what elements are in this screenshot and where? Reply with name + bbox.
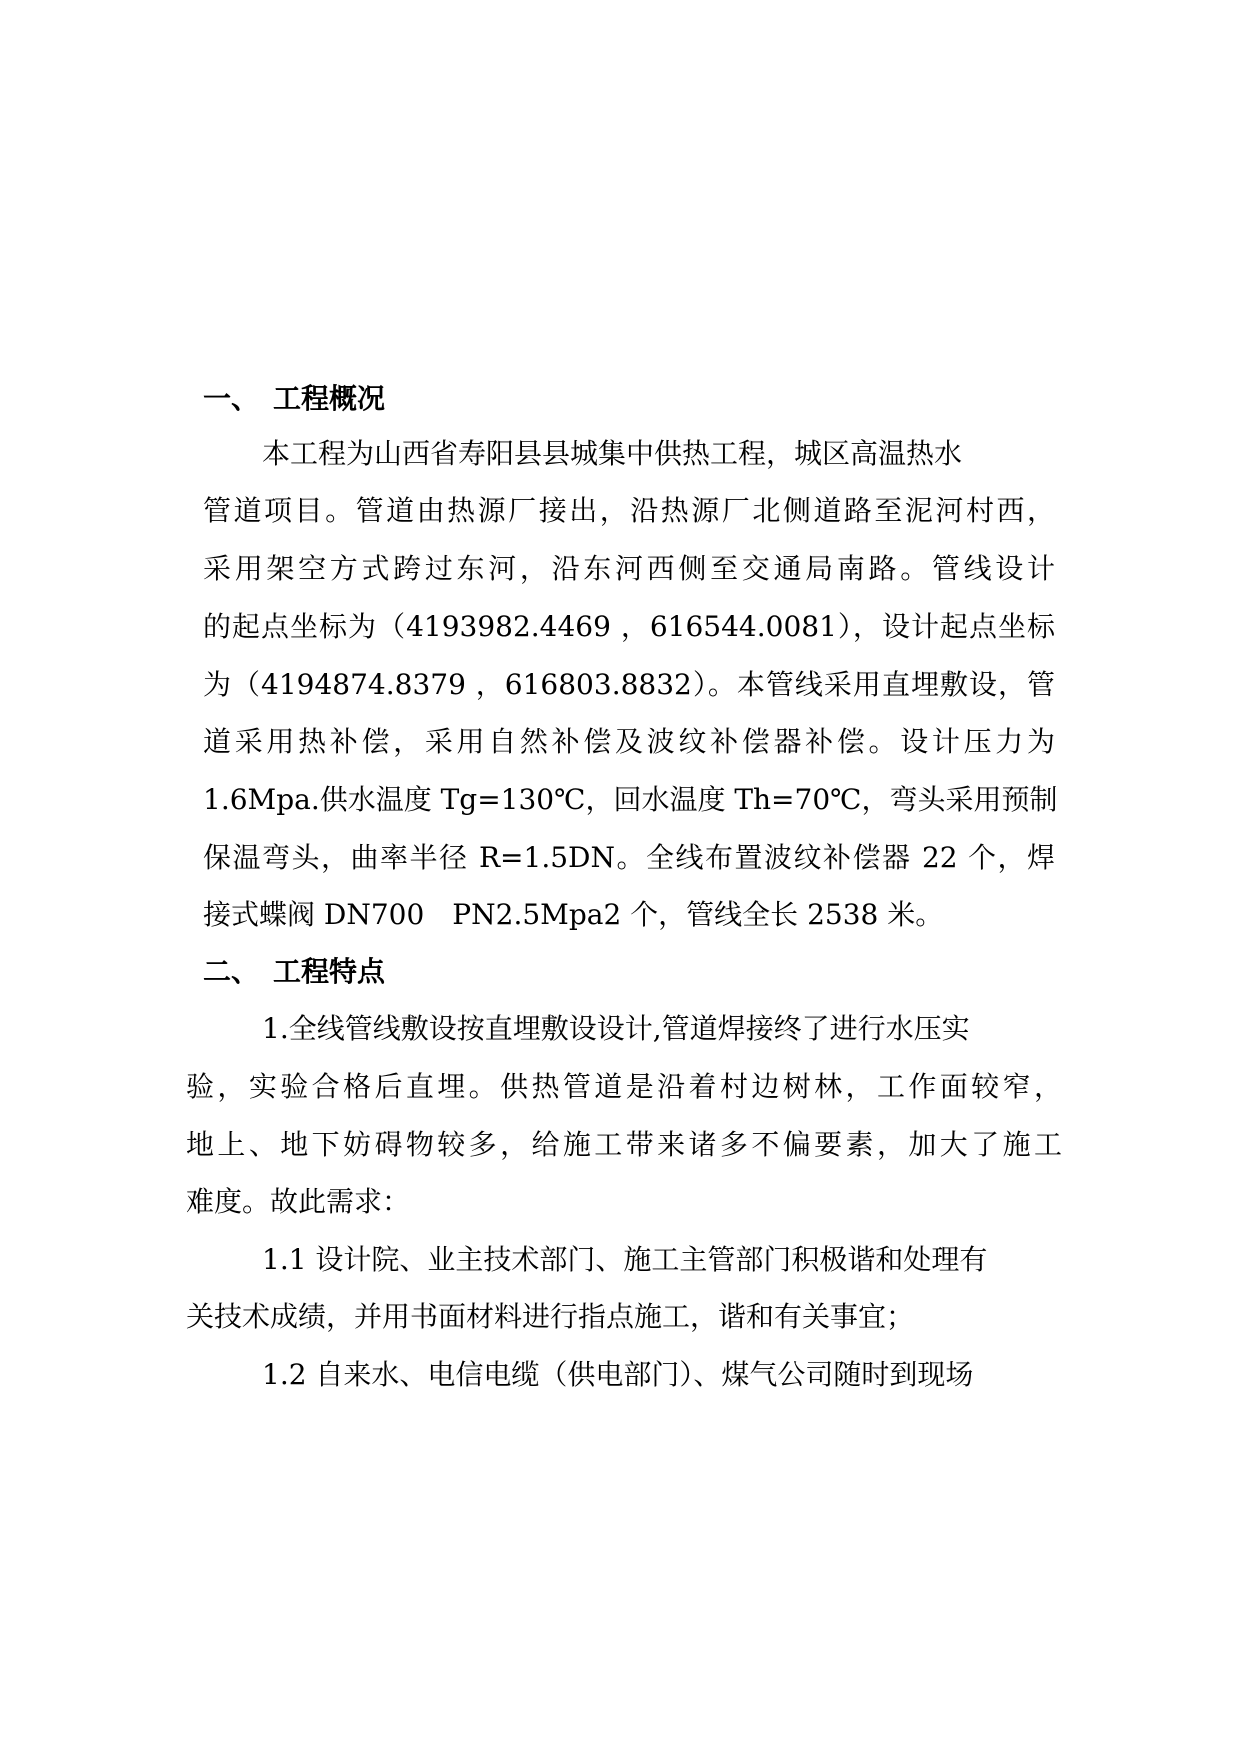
paragraph-line: 道采用热补偿，采用自然补偿及波纹补偿器补偿。设计压力为: [203, 725, 1055, 758]
section-1-number: 一、: [203, 382, 260, 415]
paragraph-line: 1.全线管线敷设按直埋敷设设计,管道焊接终了进行水压实: [262, 1012, 970, 1045]
section-1-title: 工程概况: [273, 382, 386, 415]
section-2-title: 工程特点: [273, 955, 386, 988]
paragraph-line: 保温弯头，曲率半径 R=1.5DN。全线布置波纹补偿器 22 个，焊: [203, 841, 1055, 874]
paragraph-line: 的起点坐标为（4193982.4469 ，616544.0081），设计起点坐标: [203, 610, 1055, 643]
section-1-heading: [203, 382, 385, 416]
paragraph-line: 难度。故此需求：: [186, 1185, 411, 1218]
paragraph-line: 1.6Mpa.供水温度 Tg=130℃，回水温度 Th=70℃，弯头采用预制: [203, 783, 1058, 816]
paragraph-line: 为（4194874.8379 ，616803.8832）。本管线采用直埋敷设，管: [203, 668, 1055, 701]
paragraph-line: 地上、地下妨碍物较多，给施工带来诸多不偏要素，加大了施工: [186, 1128, 1062, 1161]
paragraph-line: 1.2 自来水、电信电缆（供电部门）、煤气公司随时到现场: [262, 1358, 974, 1391]
paragraph-line: 采用架空方式跨过东河，沿东河西侧至交通局南路。管线设计: [203, 552, 1055, 585]
paragraph-line: 本工程为山西省寿阳县县城集中供热工程，城区高温热水: [262, 437, 963, 470]
section-2-heading: [203, 955, 385, 989]
paragraph-line: 管道项目。管道由热源厂接出，沿热源厂北侧道路至泥河村西，: [203, 494, 1055, 527]
paragraph-line: 关技术成绩，并用书面材料进行指点施工，谐和有关事宜；: [186, 1300, 915, 1333]
paragraph-line: 接式蝶阀 DN700 PN2.5Mpa2 个，管线全长 2538 米。: [203, 898, 944, 931]
section-2-number: 二、: [203, 955, 260, 988]
paragraph-line: 1.1 设计院、业主技术部门、施工主管部门积极谐和处理有: [262, 1243, 988, 1276]
paragraph-line: 验，实验合格后直埋。供热管道是沿着村边树林，工作面较窄，: [186, 1070, 1062, 1103]
